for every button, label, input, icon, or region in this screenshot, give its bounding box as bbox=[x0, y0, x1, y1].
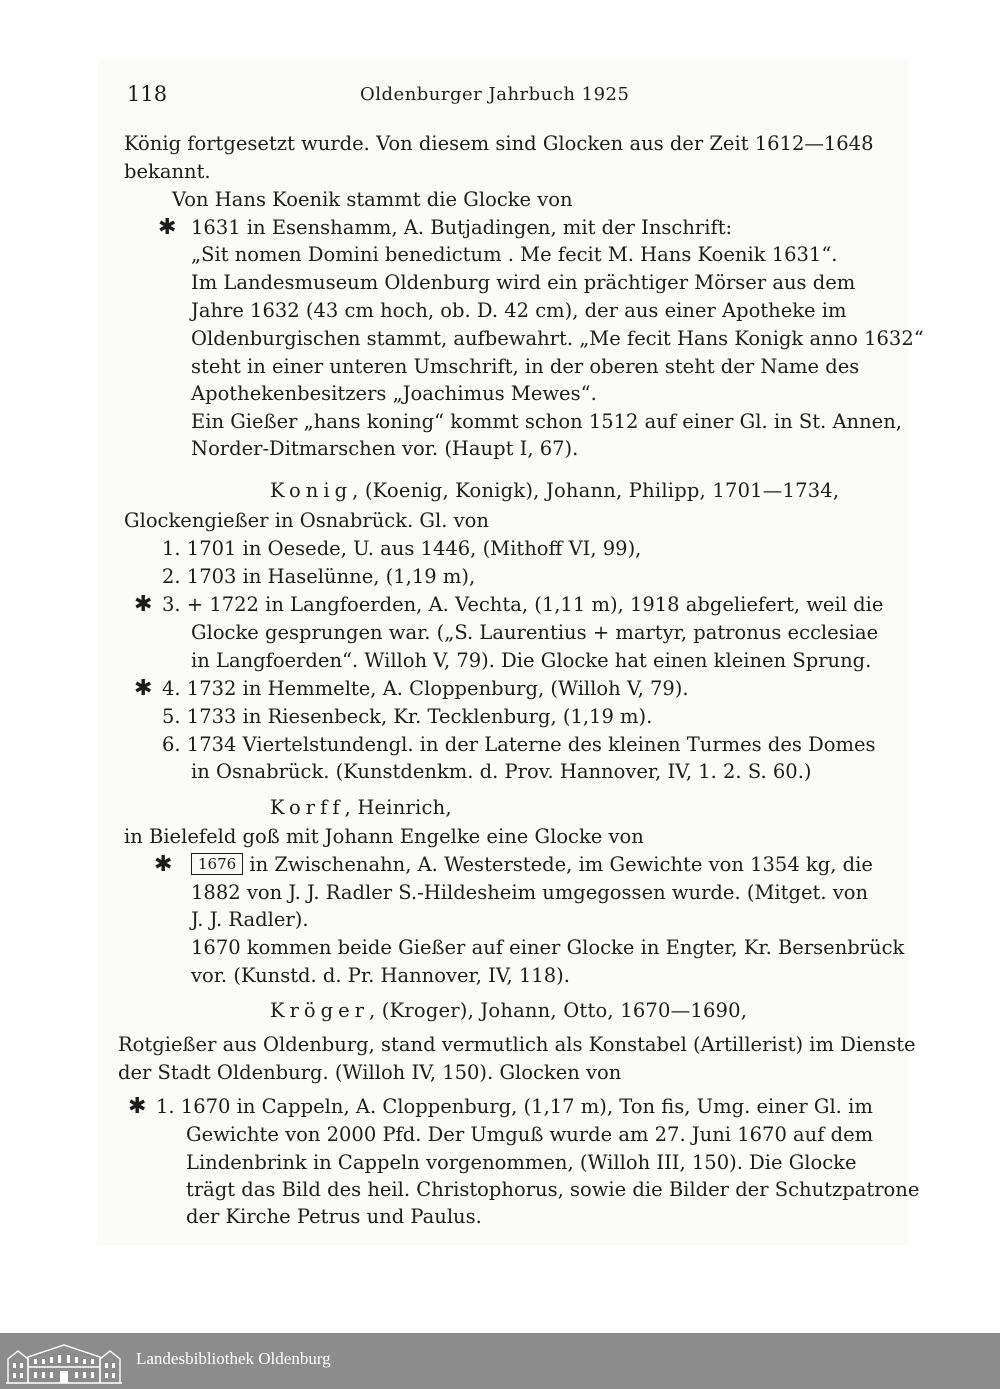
text-line: Glockengießer in Osnabrück. Gl. von bbox=[124, 509, 489, 532]
list-item: 3. + 1722 in Langfoerden, A. Vechta, (1,11 m), 1918 abgeliefert, weil die bbox=[162, 593, 884, 616]
text-line: Norder-Ditmarschen vor. (Haupt I, 67). bbox=[191, 437, 579, 460]
text-line: Glocke gesprungen war. („S. Laurentius + martyr, patronus ecclesiae bbox=[191, 621, 879, 644]
text-line: „Sit nomen Domini benedictum . Me fecit M. Hans Koenik 1631“. bbox=[191, 243, 838, 266]
text-line bbox=[191, 850, 873, 880]
page-number: 118 bbox=[127, 82, 168, 106]
list-item: 1. 1670 in Cappeln, A. Cloppenburg, (1,17 m), Ton fis, Umg. einer Gl. im bbox=[156, 1095, 873, 1118]
text-line: 1631 in Esenshamm, A. Butjadingen, mit der Inschrift: bbox=[191, 216, 733, 239]
list-item: 2. 1703 in Haselünne, (1,19 m), bbox=[162, 565, 476, 588]
text-line: J. J. Radler). bbox=[191, 908, 309, 931]
entry-heading-kroeger: Kröger, (Kroger), Johann, Otto, 1670—1690, bbox=[270, 999, 748, 1022]
text-line: Rotgießer aus Oldenburg, stand vermutlich als Konstabel (Artillerist) im Dienste bbox=[118, 1033, 916, 1056]
text-line: Jahre 1632 (43 cm hoch, ob. D. 42 cm), der aus einer Apotheke im bbox=[191, 299, 847, 322]
list-item: 5. 1733 in Riesenbeck, Kr. Tecklenburg, (1,19 m). bbox=[162, 705, 653, 728]
text-line: Von Hans Koenik stammt die Glocke von bbox=[172, 188, 573, 211]
text-line: Gewichte von 2000 Pfd. Der Umguß wurde am 27. Juni 1670 auf dem bbox=[186, 1123, 874, 1146]
text-line: vor. (Kunstd. d. Pr. Hannover, IV, 118). bbox=[191, 964, 570, 987]
entry-surname: Kröger bbox=[270, 999, 369, 1022]
text-line: der Kirche Petrus und Paulus. bbox=[186, 1205, 482, 1228]
entry-heading-konig: Konig, (Koenig, Konigk), Johann, Philipp, 1701—1734, bbox=[270, 479, 840, 502]
text-line: Lindenbrink in Cappeln vorgenommen, (Willoh III, 150). Die Glocke bbox=[186, 1151, 857, 1174]
star-icon: ✱ bbox=[158, 215, 177, 240]
text-line: in Langfoerden“. Willoh V, 79). Die Glocke hat einen kleinen Sprung. bbox=[191, 649, 872, 672]
text-line: Oldenburgischen stammt, aufbewahrt. „Me fecit Hans Konigk anno 1632“ bbox=[191, 327, 924, 350]
text-line: in Bielefeld goß mit Johann Engelke eine Glocke von bbox=[124, 825, 644, 848]
text-line: 1670 kommen beide Gießer auf einer Glocke in Engter, Kr. Bersenbrück bbox=[191, 936, 905, 959]
library-name: Landesbibliothek Oldenburg bbox=[136, 1349, 331, 1368]
list-item: 4. 1732 in Hemmelte, A. Cloppenburg, (Willoh V, 79). bbox=[162, 677, 689, 700]
library-building-icon bbox=[4, 1337, 124, 1385]
text-line: steht in einer unteren Umschrift, in der oberen steht der Name des bbox=[191, 355, 860, 378]
running-title: Oldenburger Jahrbuch 1925 bbox=[360, 84, 630, 105]
text-line: bekannt. bbox=[124, 160, 211, 183]
library-footer-bar bbox=[0, 1333, 1000, 1389]
text-line: trägt das Bild des heil. Christophorus, sowie die Bilder der Schutzpatrone bbox=[186, 1178, 920, 1201]
text-line: 1882 von J. J. Radler S.-Hildesheim umgegossen wurde. (Mitget. von bbox=[191, 881, 869, 904]
entry-heading-korff: Korff, Heinrich, bbox=[270, 796, 452, 819]
text-line: Apothekenbesitzers „Joachimus Mewes“. bbox=[191, 382, 597, 405]
text-line: Ein Gießer „hans koning“ kommt schon 1512 auf einer Gl. in St. Annen, bbox=[191, 410, 902, 433]
text-line: König fortgesetzt wurde. Von diesem sind Glocken aus der Zeit 1612—1648 bbox=[124, 132, 874, 155]
star-icon: ✱ bbox=[154, 852, 173, 877]
entry-surname: Konig bbox=[270, 479, 353, 502]
list-item: 1. 1701 in Oesede, U. aus 1446, (Mithoff VI, 99), bbox=[162, 537, 642, 560]
list-item: 6. 1734 Viertelstundengl. in der Laterne des kleinen Turmes des Domes bbox=[162, 733, 876, 756]
entry-surname: Korff bbox=[270, 796, 345, 819]
star-icon: ✱ bbox=[134, 592, 153, 617]
text-line-continuation: in Zwischenahn, A. Westerstede, im Gewichte von 1354 kg, die bbox=[249, 853, 873, 876]
text-line: Im Landesmuseum Oldenburg wird ein prächtiger Mörser aus dem bbox=[191, 271, 856, 294]
star-icon: ✱ bbox=[134, 676, 153, 701]
text-line: in Osnabrück. (Kunstdenkm. d. Prov. Hannover, IV, 1. 2. S. 60.) bbox=[191, 760, 812, 783]
running-header bbox=[0, 76, 1000, 110]
text-line: der Stadt Oldenburg. (Willoh IV, 150). Glocken von bbox=[118, 1061, 622, 1084]
boxed-year: 1676 bbox=[191, 853, 243, 875]
star-icon: ✱ bbox=[128, 1094, 147, 1119]
